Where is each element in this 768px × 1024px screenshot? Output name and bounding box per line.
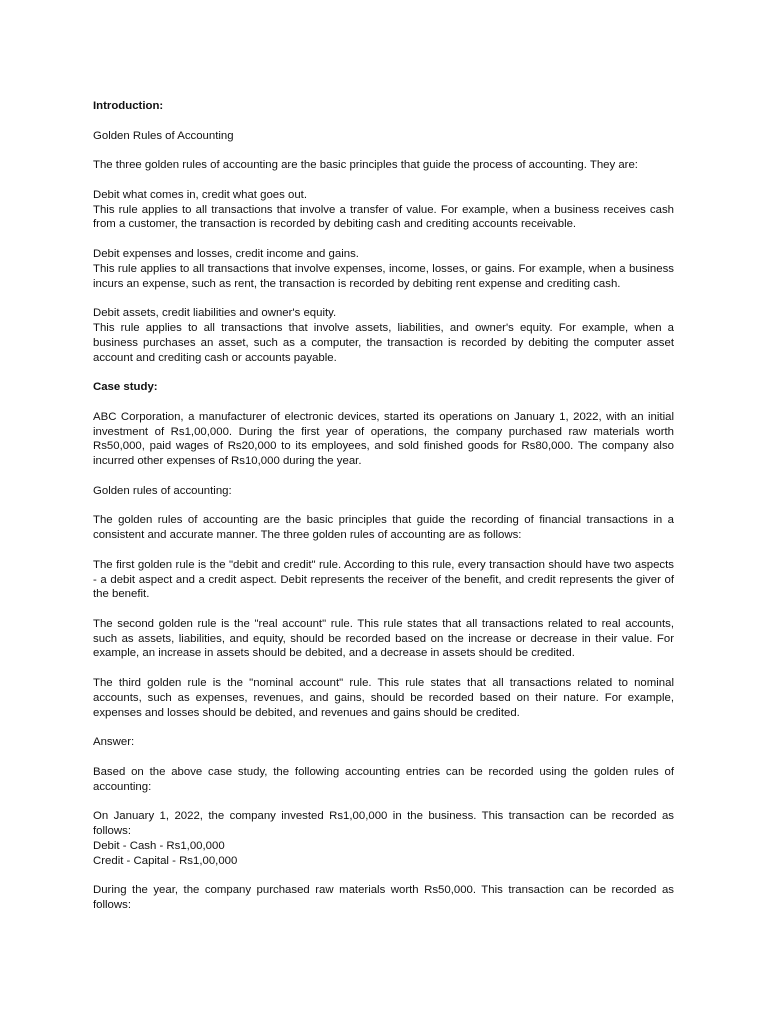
- entry1-text: On January 1, 2022, the company invested Rs1,00,000 in the business. This transaction can be recorded as follows:: [93, 810, 674, 838]
- second-rule-paragraph: The second golden rule is the "real account" rule. This rule states that all transactions related to real accounts, such as assets, liabilities, and equity, should be recorded based on the increase or decrease in their value. For example, an increase in assets should be debited, and a decrease in assets should be credited.: [93, 617, 674, 660]
- answer-paragraph: Based on the above case study, the following accounting entries can be recorded using the golden rules of accounting:: [93, 765, 674, 793]
- rule2-block: [93, 247, 674, 291]
- rule1-text: This rule applies to all transactions that involve a transfer of value. For example, when a business receives cash from a customer, the transaction is recorded by debiting cash and crediting accounts receivable.: [93, 203, 674, 231]
- golden-rules-paragraph: The golden rules of accounting are the basic principles that guide the recording of financial transactions in a consistent and accurate manner. The three golden rules of accounting are as follows:: [93, 514, 674, 542]
- entry1-debit: Debit - Cash - Rs1,00,000: [93, 839, 225, 852]
- first-rule-paragraph: The first golden rule is the "debit and credit" rule. According to this rule, every transaction should have two aspects - a debit aspect and a credit aspect. Debit represents the receiver of the benefit, and credit represents the giver of the benefit.: [93, 558, 674, 601]
- rule3-block: [93, 306, 674, 365]
- rule2-title: Debit expenses and losses, credit income and gains.: [93, 247, 359, 260]
- rule1-title: Debit what comes in, credit what goes out.: [93, 188, 307, 201]
- entry1-credit: Credit - Capital - Rs1,00,000: [93, 854, 238, 867]
- golden-rules-label: Golden rules of accounting:: [93, 484, 232, 497]
- third-rule-paragraph: The third golden rule is the "nominal account" rule. This rule states that all transactions related to nominal accounts, such as expenses, revenues, and gains, should be recorded based on their nature. For example, expenses and losses should be debited, and revenues and gains should be credited.: [93, 677, 674, 719]
- rule3-text: This rule applies to all transactions that involve assets, liabilities, and owner's equity. For example, when a business purchases an asset, such as a computer, the transaction is recorded by debiting the computer asset account and crediting cash or accounts payable.: [93, 321, 674, 364]
- entry1-block: [93, 809, 674, 868]
- case-study-paragraph: ABC Corporation, a manufacturer of electronic devices, started its operations on January 1, 2022, with an initial investment of Rs1,00,000. During the first year of operations, the company purchased raw materials worth Rs50,000, paid wages of Rs20,000 to its employees, and sold finished goods for Rs80,000. The company also incurred other expenses of Rs10,000 during the year.: [93, 410, 674, 468]
- rule3-title: Debit assets, credit liabilities and owner's equity.: [93, 307, 337, 320]
- case-study-heading: Case study:: [93, 381, 158, 394]
- entry2-paragraph: During the year, the company purchased raw materials worth Rs50,000. This transaction can be recorded as follows:: [93, 884, 674, 912]
- intro-heading: Introduction:: [93, 100, 164, 112]
- rule2-text: This rule applies to all transactions that involve expenses, income, losses, or gains. For example, when a business incurs an expense, such as rent, the transaction is recorded by debiting rent expense and crediting cash.: [93, 262, 674, 290]
- rule1-block: [93, 188, 674, 232]
- intro-paragraph: The three golden rules of accounting are the basic principles that guide the process of accounting. They are:: [93, 159, 638, 172]
- answer-label: Answer:: [93, 736, 135, 749]
- golden-rules-title: Golden Rules of Accounting: [93, 129, 234, 142]
- document-page: [93, 99, 674, 928]
